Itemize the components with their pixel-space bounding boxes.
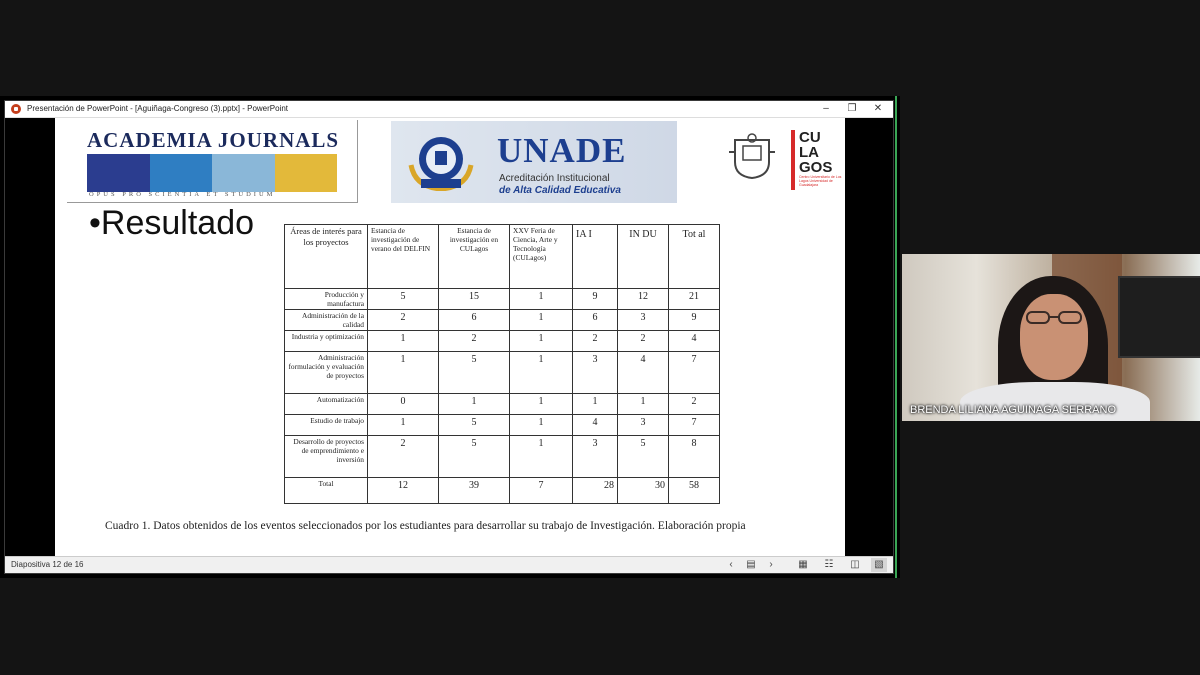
table-cell: 3 (573, 436, 618, 478)
table-cell: 6 (439, 310, 510, 331)
close-icon[interactable]: ✕ (873, 103, 883, 114)
table-cell-area: Desarrollo de proyectos de emprendimiento e inversión (285, 436, 368, 478)
table-row (285, 331, 720, 352)
table-cell: 1 (368, 331, 439, 352)
table-cell: 3 (573, 352, 618, 394)
participant-video[interactable] (902, 254, 1200, 421)
participant-name: BRENDA LILIANA AGUINAGA SERRANO (910, 404, 1117, 416)
table-caption: Cuadro 1. Datos obtenidos de los eventos seleccionados por los estudiantes para desarrollar su trabajo de Investigación. Elaboración propia (105, 520, 746, 532)
table-cell: 12 (368, 478, 439, 504)
sorter-view-icon[interactable]: ☷ (824, 559, 834, 570)
status-bar (5, 556, 893, 573)
table-cell: 3 (618, 310, 669, 331)
powerpoint-window (4, 100, 894, 574)
unade-name: UNADE (497, 131, 627, 170)
table-cell: 12 (618, 289, 669, 310)
unade-subtitle-2: de Alta Calidad Educativa (499, 185, 621, 196)
table-row (285, 289, 720, 310)
reading-view-icon[interactable]: ◫ (850, 559, 860, 570)
table-row (285, 394, 720, 415)
table-cell: 2 (669, 394, 720, 415)
table-cell-area: Administración formulación y evaluación de proyectos (285, 352, 368, 394)
academia-logo-title: ACADEMIA JOURNALS (87, 128, 340, 152)
slide (55, 118, 845, 558)
table-cell: 2 (368, 436, 439, 478)
culagos-fine-print: Centro Universitario de Los Lagos Universidad de Guadalajara (799, 175, 842, 187)
table-header: XXV Feria de Ciencia, Arte y Tecnología (CULagos) (510, 225, 573, 289)
table-header: IA I (573, 225, 618, 289)
window-titlebar (5, 101, 893, 118)
minimize-icon[interactable]: – (823, 103, 829, 114)
academia-logo-bars (87, 154, 337, 192)
table-cell: 21 (669, 289, 720, 310)
table-cell: 1 (510, 436, 573, 478)
table-cell: 7 (510, 478, 573, 504)
table-cell: 1 (368, 415, 439, 436)
powerpoint-icon (11, 104, 21, 114)
table-cell: 1 (573, 394, 618, 415)
table-cell-area: Administración de la calidad (285, 310, 368, 331)
table-cell: 15 (439, 289, 510, 310)
table-cell: 7 (669, 352, 720, 394)
active-speaker-border (895, 96, 897, 578)
table-cell: 5 (439, 415, 510, 436)
table-header: Tot al (669, 225, 720, 289)
table-cell: 4 (618, 352, 669, 394)
table-total-row (285, 478, 720, 504)
table-header: IN DU (618, 225, 669, 289)
culagos-letters-3: GOS (799, 159, 833, 176)
table-cell: 9 (573, 289, 618, 310)
table-cell: 4 (669, 331, 720, 352)
normal-view-icon[interactable]: ▦ (798, 559, 808, 570)
table-cell: 1 (510, 415, 573, 436)
table-cell: 9 (669, 310, 720, 331)
table-cell: 5 (618, 436, 669, 478)
window-title: Presentación de PowerPoint - [Aguiñaga-Congreso (3).pptx] - PowerPoint (27, 104, 289, 113)
table-cell: 5 (368, 289, 439, 310)
table-row (285, 436, 720, 478)
culagos-letters-1: CU (799, 129, 821, 146)
table-cell: 1 (510, 310, 573, 331)
table-cell: 5 (439, 436, 510, 478)
table-cell: 7 (669, 415, 720, 436)
table-cell: 3 (618, 415, 669, 436)
culagos-logo (791, 130, 843, 190)
table-row (285, 352, 720, 394)
table-header: Estancia de investigación de verano del DELFIN (368, 225, 439, 289)
table-row (285, 310, 720, 331)
slide-canvas (5, 118, 893, 558)
table-cell: 1 (618, 394, 669, 415)
table-cell: 39 (439, 478, 510, 504)
table-cell: 4 (573, 415, 618, 436)
restore-icon[interactable]: ❐ (847, 103, 857, 114)
table-cell-area: Total (285, 478, 368, 504)
slide-bullet-title: •Resultado (89, 204, 255, 242)
table-cell: 0 (368, 394, 439, 415)
slide-icon[interactable]: ▤ (746, 559, 756, 570)
unade-subtitle-1: Acreditación Institucional (499, 173, 610, 184)
prev-icon[interactable]: ‹ (729, 559, 733, 570)
table-cell: 8 (669, 436, 720, 478)
results-table (284, 224, 720, 504)
slideshow-icon[interactable]: ▧ (871, 558, 887, 572)
next-icon[interactable]: › (769, 559, 773, 570)
table-cell: 2 (618, 331, 669, 352)
table-cell: 2 (573, 331, 618, 352)
table-cell: 1 (510, 352, 573, 394)
video-tv (1118, 276, 1200, 358)
table-header: Estancia de investigación en CULagos (439, 225, 510, 289)
unade-logo (391, 121, 677, 203)
participant-face (1020, 294, 1088, 380)
table-cell: 2 (368, 310, 439, 331)
glasses-icon (1023, 310, 1085, 324)
table-cell: 1 (439, 394, 510, 415)
table-cell-area: Industria y optimización (285, 331, 368, 352)
table-header-row (285, 225, 720, 289)
academia-journals-logo (67, 120, 358, 203)
academia-logo-motto: OPUS PRO SCIENTIA ET STUDIUM (89, 191, 276, 198)
table-cell: 1 (510, 331, 573, 352)
table-cell: 1 (510, 289, 573, 310)
table-cell: 5 (439, 352, 510, 394)
table-cell: 1 (510, 394, 573, 415)
table-cell-area: Automatización (285, 394, 368, 415)
table-cell: 28 (573, 478, 618, 504)
table-cell: 30 (618, 478, 669, 504)
table-cell-area: Producción y manufactura (285, 289, 368, 310)
slide-heading: Resultado (100, 204, 255, 242)
udg-seal-icon (727, 132, 777, 180)
table-cell: 2 (439, 331, 510, 352)
unade-seal-icon (405, 131, 477, 191)
table-cell-area: Estudio de trabajo (285, 415, 368, 436)
table-row (285, 415, 720, 436)
table-cell: 6 (573, 310, 618, 331)
slide-counter: Diapositiva 12 de 16 (11, 560, 84, 569)
table-header: Áreas de interés para los proyectos (285, 225, 368, 289)
table-cell: 58 (669, 478, 720, 504)
culagos-letters-2: LA (799, 144, 819, 161)
table-cell: 1 (368, 352, 439, 394)
